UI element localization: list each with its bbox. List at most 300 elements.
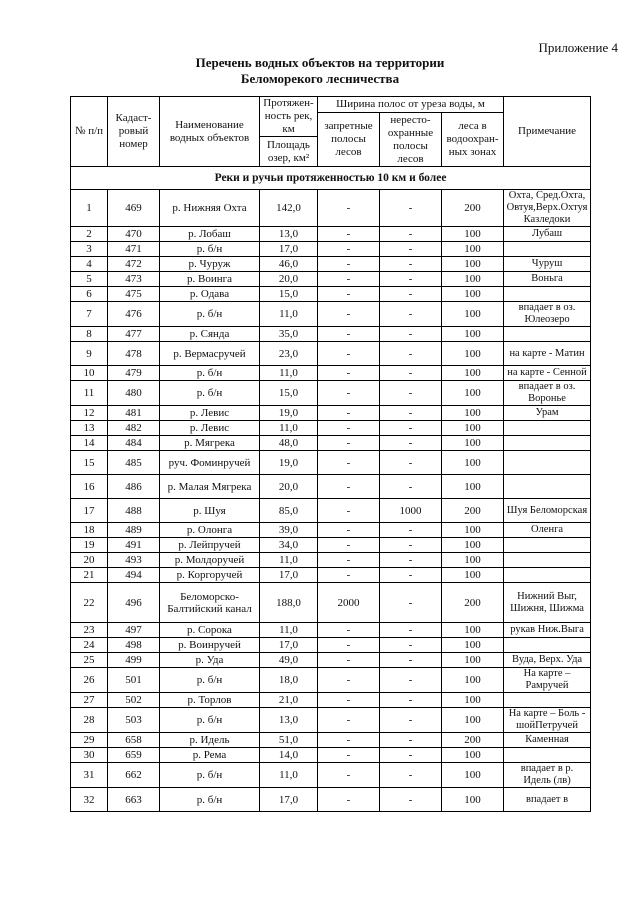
row-water-protection: 100	[442, 366, 504, 381]
row-notes	[504, 421, 591, 436]
row-water-protection: 100	[442, 763, 504, 788]
table-row	[71, 693, 591, 708]
row-spawning: -	[380, 638, 442, 653]
row-spawning: -	[380, 421, 442, 436]
row-cadastral: 479	[108, 366, 160, 381]
row-length: 21,0	[260, 693, 318, 708]
row-notes: На карте – Боль - шойПетручей	[504, 708, 591, 733]
row-prohibited: -	[318, 451, 380, 475]
row-water-protection: 100	[442, 668, 504, 693]
row-water-protection: 100	[442, 693, 504, 708]
row-water-protection: 100	[442, 406, 504, 421]
row-prohibited: -	[318, 242, 380, 257]
row-notes	[504, 327, 591, 342]
header-spawning: нересто-охранные полосы лесов	[380, 113, 442, 167]
row-water-protection: 200	[442, 733, 504, 748]
row-water-protection: 100	[442, 327, 504, 342]
row-spawning: -	[380, 272, 442, 287]
row-prohibited: -	[318, 257, 380, 272]
row-notes: Чуруш	[504, 257, 591, 272]
row-name: р. б/н	[160, 366, 260, 381]
row-notes	[504, 451, 591, 475]
row-name: р. Мягрека	[160, 436, 260, 451]
row-length: 11,0	[260, 421, 318, 436]
row-cadastral: 485	[108, 451, 160, 475]
row-number: 12	[71, 406, 108, 421]
row-length: 20,0	[260, 475, 318, 499]
title-line-1: Перечень водных объектов на территории	[195, 55, 445, 70]
row-cadastral: 493	[108, 553, 160, 568]
row-name: р. Воинга	[160, 272, 260, 287]
row-name: р. Идель	[160, 733, 260, 748]
row-water-protection: 200	[442, 190, 504, 227]
table-row	[71, 257, 591, 272]
row-name: р. б/н	[160, 763, 260, 788]
row-spawning: -	[380, 227, 442, 242]
table-row	[71, 272, 591, 287]
row-cadastral: 472	[108, 257, 160, 272]
row-water-protection: 100	[442, 788, 504, 812]
header-area: Площадь озер, км²	[260, 137, 318, 167]
row-cadastral: 482	[108, 421, 160, 436]
table-row	[71, 190, 591, 227]
row-cadastral: 480	[108, 381, 160, 406]
table-row	[71, 583, 591, 623]
row-name: р. Лобаш	[160, 227, 260, 242]
row-length: 13,0	[260, 708, 318, 733]
row-notes: Охта, Сред.Охта, Овтуя,Верх.Охтуя Казледоки	[504, 190, 591, 227]
row-name: Беломорско-Балтийский канал	[160, 583, 260, 623]
row-name: р. Одава	[160, 287, 260, 302]
row-cadastral: 488	[108, 499, 160, 523]
row-number: 21	[71, 568, 108, 583]
row-number: 16	[71, 475, 108, 499]
row-water-protection: 100	[442, 623, 504, 638]
row-notes: Нижний Выг, Шижня, Шижма	[504, 583, 591, 623]
row-name: р. б/н	[160, 242, 260, 257]
header-water-protection: леса в водоохран-ных зонах	[442, 113, 504, 167]
row-water-protection: 100	[442, 381, 504, 406]
row-spawning: -	[380, 788, 442, 812]
row-length: 142,0	[260, 190, 318, 227]
row-prohibited: -	[318, 272, 380, 287]
row-cadastral: 659	[108, 748, 160, 763]
row-notes	[504, 242, 591, 257]
row-water-protection: 100	[442, 287, 504, 302]
table-row	[71, 342, 591, 366]
row-cadastral: 486	[108, 475, 160, 499]
table-row	[71, 708, 591, 733]
row-number: 22	[71, 583, 108, 623]
document-title	[0, 55, 640, 87]
row-water-protection: 100	[442, 242, 504, 257]
row-length: 18,0	[260, 668, 318, 693]
row-prohibited: -	[318, 733, 380, 748]
row-name: р. Вермасручей	[160, 342, 260, 366]
row-notes	[504, 287, 591, 302]
row-water-protection: 100	[442, 451, 504, 475]
row-name: р. Чуруж	[160, 257, 260, 272]
table-row	[71, 366, 591, 381]
row-notes: Шуя Беломорская	[504, 499, 591, 523]
row-length: 14,0	[260, 748, 318, 763]
row-cadastral: 497	[108, 623, 160, 638]
table-row	[71, 436, 591, 451]
row-prohibited: -	[318, 748, 380, 763]
row-number: 9	[71, 342, 108, 366]
row-cadastral: 473	[108, 272, 160, 287]
row-name: р. Левис	[160, 406, 260, 421]
row-spawning: -	[380, 583, 442, 623]
row-name: р. Сянда	[160, 327, 260, 342]
row-name: р. Нижняя Охта	[160, 190, 260, 227]
row-spawning: -	[380, 451, 442, 475]
row-prohibited: -	[318, 553, 380, 568]
row-notes: на карте - Сенной	[504, 366, 591, 381]
row-prohibited: -	[318, 538, 380, 553]
row-water-protection: 100	[442, 538, 504, 553]
row-spawning: -	[380, 748, 442, 763]
row-name: р. Сорока	[160, 623, 260, 638]
row-prohibited: -	[318, 523, 380, 538]
row-number: 8	[71, 327, 108, 342]
row-water-protection: 100	[442, 748, 504, 763]
row-notes: Урам	[504, 406, 591, 421]
row-cadastral: 478	[108, 342, 160, 366]
row-notes: Каменная	[504, 733, 591, 748]
row-spawning: -	[380, 302, 442, 327]
row-spawning: -	[380, 406, 442, 421]
table-row	[71, 499, 591, 523]
row-spawning: -	[380, 342, 442, 366]
row-name: р. б/н	[160, 302, 260, 327]
row-name: р. Рема	[160, 748, 260, 763]
row-spawning: -	[380, 708, 442, 733]
table-row	[71, 638, 591, 653]
row-prohibited: -	[318, 421, 380, 436]
row-number: 5	[71, 272, 108, 287]
row-prohibited: 2000	[318, 583, 380, 623]
row-length: 23,0	[260, 342, 318, 366]
row-name: р. Уда	[160, 653, 260, 668]
row-name: р. б/н	[160, 668, 260, 693]
row-name: р. б/н	[160, 788, 260, 812]
table-row	[71, 451, 591, 475]
row-length: 15,0	[260, 287, 318, 302]
row-length: 11,0	[260, 763, 318, 788]
row-number: 15	[71, 451, 108, 475]
table-row	[71, 733, 591, 748]
row-length: 19,0	[260, 451, 318, 475]
row-name: р. Лейпручей	[160, 538, 260, 553]
table-row	[71, 568, 591, 583]
row-spawning: -	[380, 693, 442, 708]
row-cadastral: 496	[108, 583, 160, 623]
row-prohibited: -	[318, 342, 380, 366]
row-spawning: -	[380, 287, 442, 302]
table-row	[71, 406, 591, 421]
title-line-2: Беломорекого лесничества	[240, 71, 400, 86]
row-water-protection: 200	[442, 583, 504, 623]
row-prohibited: -	[318, 436, 380, 451]
row-number: 24	[71, 638, 108, 653]
row-length: 39,0	[260, 523, 318, 538]
row-cadastral: 663	[108, 788, 160, 812]
row-prohibited: -	[318, 638, 380, 653]
row-length: 46,0	[260, 257, 318, 272]
row-spawning: -	[380, 568, 442, 583]
row-name: р. Левис	[160, 421, 260, 436]
row-notes	[504, 568, 591, 583]
header-width-group: Ширина полос от уреза воды, м	[318, 97, 504, 113]
row-notes	[504, 436, 591, 451]
row-length: 19,0	[260, 406, 318, 421]
row-length: 48,0	[260, 436, 318, 451]
row-number: 26	[71, 668, 108, 693]
table-row	[71, 763, 591, 788]
row-length: 17,0	[260, 242, 318, 257]
row-prohibited: -	[318, 381, 380, 406]
row-spawning: -	[380, 327, 442, 342]
row-water-protection: 100	[442, 302, 504, 327]
row-water-protection: 100	[442, 653, 504, 668]
row-cadastral: 658	[108, 733, 160, 748]
row-notes	[504, 748, 591, 763]
row-name: р. Воинручей	[160, 638, 260, 653]
row-water-protection: 200	[442, 499, 504, 523]
row-notes: Воньга	[504, 272, 591, 287]
row-prohibited: -	[318, 568, 380, 583]
row-water-protection: 100	[442, 421, 504, 436]
row-name: р. Коргоручей	[160, 568, 260, 583]
row-prohibited: -	[318, 708, 380, 733]
row-number: 19	[71, 538, 108, 553]
row-number: 1	[71, 190, 108, 227]
row-name: р. б/н	[160, 708, 260, 733]
row-notes: На карте – Рамручей	[504, 668, 591, 693]
row-number: 4	[71, 257, 108, 272]
row-number: 13	[71, 421, 108, 436]
table-row	[71, 788, 591, 812]
row-notes: на карте - Матин	[504, 342, 591, 366]
row-notes: впадает в р. Идель (лв)	[504, 763, 591, 788]
row-notes: впадает в оз. Юлеозеро	[504, 302, 591, 327]
row-prohibited: -	[318, 668, 380, 693]
header-prohibited: запретные полосы лесов	[318, 113, 380, 167]
row-notes: рукав Ниж.Выга	[504, 623, 591, 638]
row-cadastral: 662	[108, 763, 160, 788]
table-row	[71, 668, 591, 693]
table-row	[71, 381, 591, 406]
row-number: 28	[71, 708, 108, 733]
table-row	[71, 623, 591, 638]
row-notes	[504, 538, 591, 553]
row-water-protection: 100	[442, 708, 504, 733]
table-row	[71, 327, 591, 342]
row-number: 6	[71, 287, 108, 302]
table-row	[71, 553, 591, 568]
row-length: 17,0	[260, 788, 318, 812]
row-number: 25	[71, 653, 108, 668]
row-number: 27	[71, 693, 108, 708]
row-name: р. Шуя	[160, 499, 260, 523]
row-number: 3	[71, 242, 108, 257]
row-cadastral: 503	[108, 708, 160, 733]
table-row	[71, 653, 591, 668]
row-number: 23	[71, 623, 108, 638]
row-prohibited: -	[318, 406, 380, 421]
row-cadastral: 501	[108, 668, 160, 693]
row-water-protection: 100	[442, 257, 504, 272]
section-title: Реки и ручьи протяженностью 10 км и более	[71, 167, 591, 190]
row-water-protection: 100	[442, 523, 504, 538]
row-number: 17	[71, 499, 108, 523]
row-length: 11,0	[260, 366, 318, 381]
row-number: 2	[71, 227, 108, 242]
row-spawning: -	[380, 763, 442, 788]
table-row	[71, 227, 591, 242]
row-name: р. Торлов	[160, 693, 260, 708]
row-notes	[504, 475, 591, 499]
row-spawning: -	[380, 538, 442, 553]
row-number: 7	[71, 302, 108, 327]
row-length: 11,0	[260, 623, 318, 638]
row-cadastral: 498	[108, 638, 160, 653]
row-number: 32	[71, 788, 108, 812]
row-length: 15,0	[260, 381, 318, 406]
row-cadastral: 475	[108, 287, 160, 302]
row-water-protection: 100	[442, 227, 504, 242]
row-length: 17,0	[260, 638, 318, 653]
row-name: р. Малая Мягрека	[160, 475, 260, 499]
row-prohibited: -	[318, 190, 380, 227]
row-cadastral: 469	[108, 190, 160, 227]
row-spawning: -	[380, 381, 442, 406]
row-cadastral: 502	[108, 693, 160, 708]
row-water-protection: 100	[442, 436, 504, 451]
row-length: 85,0	[260, 499, 318, 523]
row-cadastral: 494	[108, 568, 160, 583]
row-water-protection: 100	[442, 553, 504, 568]
row-notes: впадает в оз. Воронье	[504, 381, 591, 406]
header-cadastral: Кадаст-ровый номер	[108, 97, 160, 167]
header-notes: Примечание	[504, 97, 591, 167]
row-notes	[504, 638, 591, 653]
row-length: 13,0	[260, 227, 318, 242]
row-notes	[504, 693, 591, 708]
row-prohibited: -	[318, 475, 380, 499]
row-prohibited: -	[318, 623, 380, 638]
table-row	[71, 523, 591, 538]
row-number: 20	[71, 553, 108, 568]
row-number: 31	[71, 763, 108, 788]
row-length: 49,0	[260, 653, 318, 668]
row-water-protection: 100	[442, 568, 504, 583]
row-water-protection: 100	[442, 475, 504, 499]
row-name: руч. Фоминручей	[160, 451, 260, 475]
row-water-protection: 100	[442, 272, 504, 287]
row-spawning: -	[380, 653, 442, 668]
row-number: 11	[71, 381, 108, 406]
row-length: 34,0	[260, 538, 318, 553]
header-num: № п/п	[71, 97, 108, 167]
row-length: 51,0	[260, 733, 318, 748]
row-prohibited: -	[318, 763, 380, 788]
row-cadastral: 476	[108, 302, 160, 327]
row-length: 188,0	[260, 583, 318, 623]
row-notes: Вуда, Верх. Уда	[504, 653, 591, 668]
row-notes: Лубаш	[504, 227, 591, 242]
row-name: р. Молдоручей	[160, 553, 260, 568]
row-spawning: -	[380, 475, 442, 499]
row-cadastral: 481	[108, 406, 160, 421]
row-spawning: -	[380, 436, 442, 451]
row-length: 17,0	[260, 568, 318, 583]
row-prohibited: -	[318, 327, 380, 342]
row-cadastral: 499	[108, 653, 160, 668]
row-notes: Оленга	[504, 523, 591, 538]
row-notes	[504, 553, 591, 568]
table-row	[71, 538, 591, 553]
table-row	[71, 421, 591, 436]
row-number: 30	[71, 748, 108, 763]
row-spawning: -	[380, 190, 442, 227]
row-cadastral: 471	[108, 242, 160, 257]
row-cadastral: 470	[108, 227, 160, 242]
header-name: Наименование водных объектов	[160, 97, 260, 167]
table-row	[71, 475, 591, 499]
row-prohibited: -	[318, 287, 380, 302]
row-number: 14	[71, 436, 108, 451]
row-spawning: -	[380, 553, 442, 568]
row-length: 20,0	[260, 272, 318, 287]
table-row	[71, 242, 591, 257]
row-spawning: -	[380, 733, 442, 748]
row-prohibited: -	[318, 302, 380, 327]
row-spawning: -	[380, 366, 442, 381]
row-spawning: -	[380, 242, 442, 257]
row-name: р. Олонга	[160, 523, 260, 538]
water-objects-table	[70, 96, 591, 812]
row-water-protection: 100	[442, 342, 504, 366]
row-water-protection: 100	[442, 638, 504, 653]
row-prohibited: -	[318, 227, 380, 242]
table-row	[71, 287, 591, 302]
row-number: 18	[71, 523, 108, 538]
table-row	[71, 302, 591, 327]
row-notes: впадает в	[504, 788, 591, 812]
row-length: 11,0	[260, 302, 318, 327]
row-prohibited: -	[318, 499, 380, 523]
row-number: 10	[71, 366, 108, 381]
row-prohibited: -	[318, 788, 380, 812]
row-prohibited: -	[318, 366, 380, 381]
row-prohibited: -	[318, 653, 380, 668]
row-length: 35,0	[260, 327, 318, 342]
row-cadastral: 489	[108, 523, 160, 538]
row-cadastral: 491	[108, 538, 160, 553]
row-spawning: -	[380, 668, 442, 693]
row-cadastral: 477	[108, 327, 160, 342]
row-length: 11,0	[260, 553, 318, 568]
table-row	[71, 748, 591, 763]
row-spawning: -	[380, 623, 442, 638]
row-number: 29	[71, 733, 108, 748]
row-prohibited: -	[318, 693, 380, 708]
header-length: Протяжен-ность рек, км	[260, 97, 318, 137]
row-cadastral: 484	[108, 436, 160, 451]
row-spawning: -	[380, 257, 442, 272]
